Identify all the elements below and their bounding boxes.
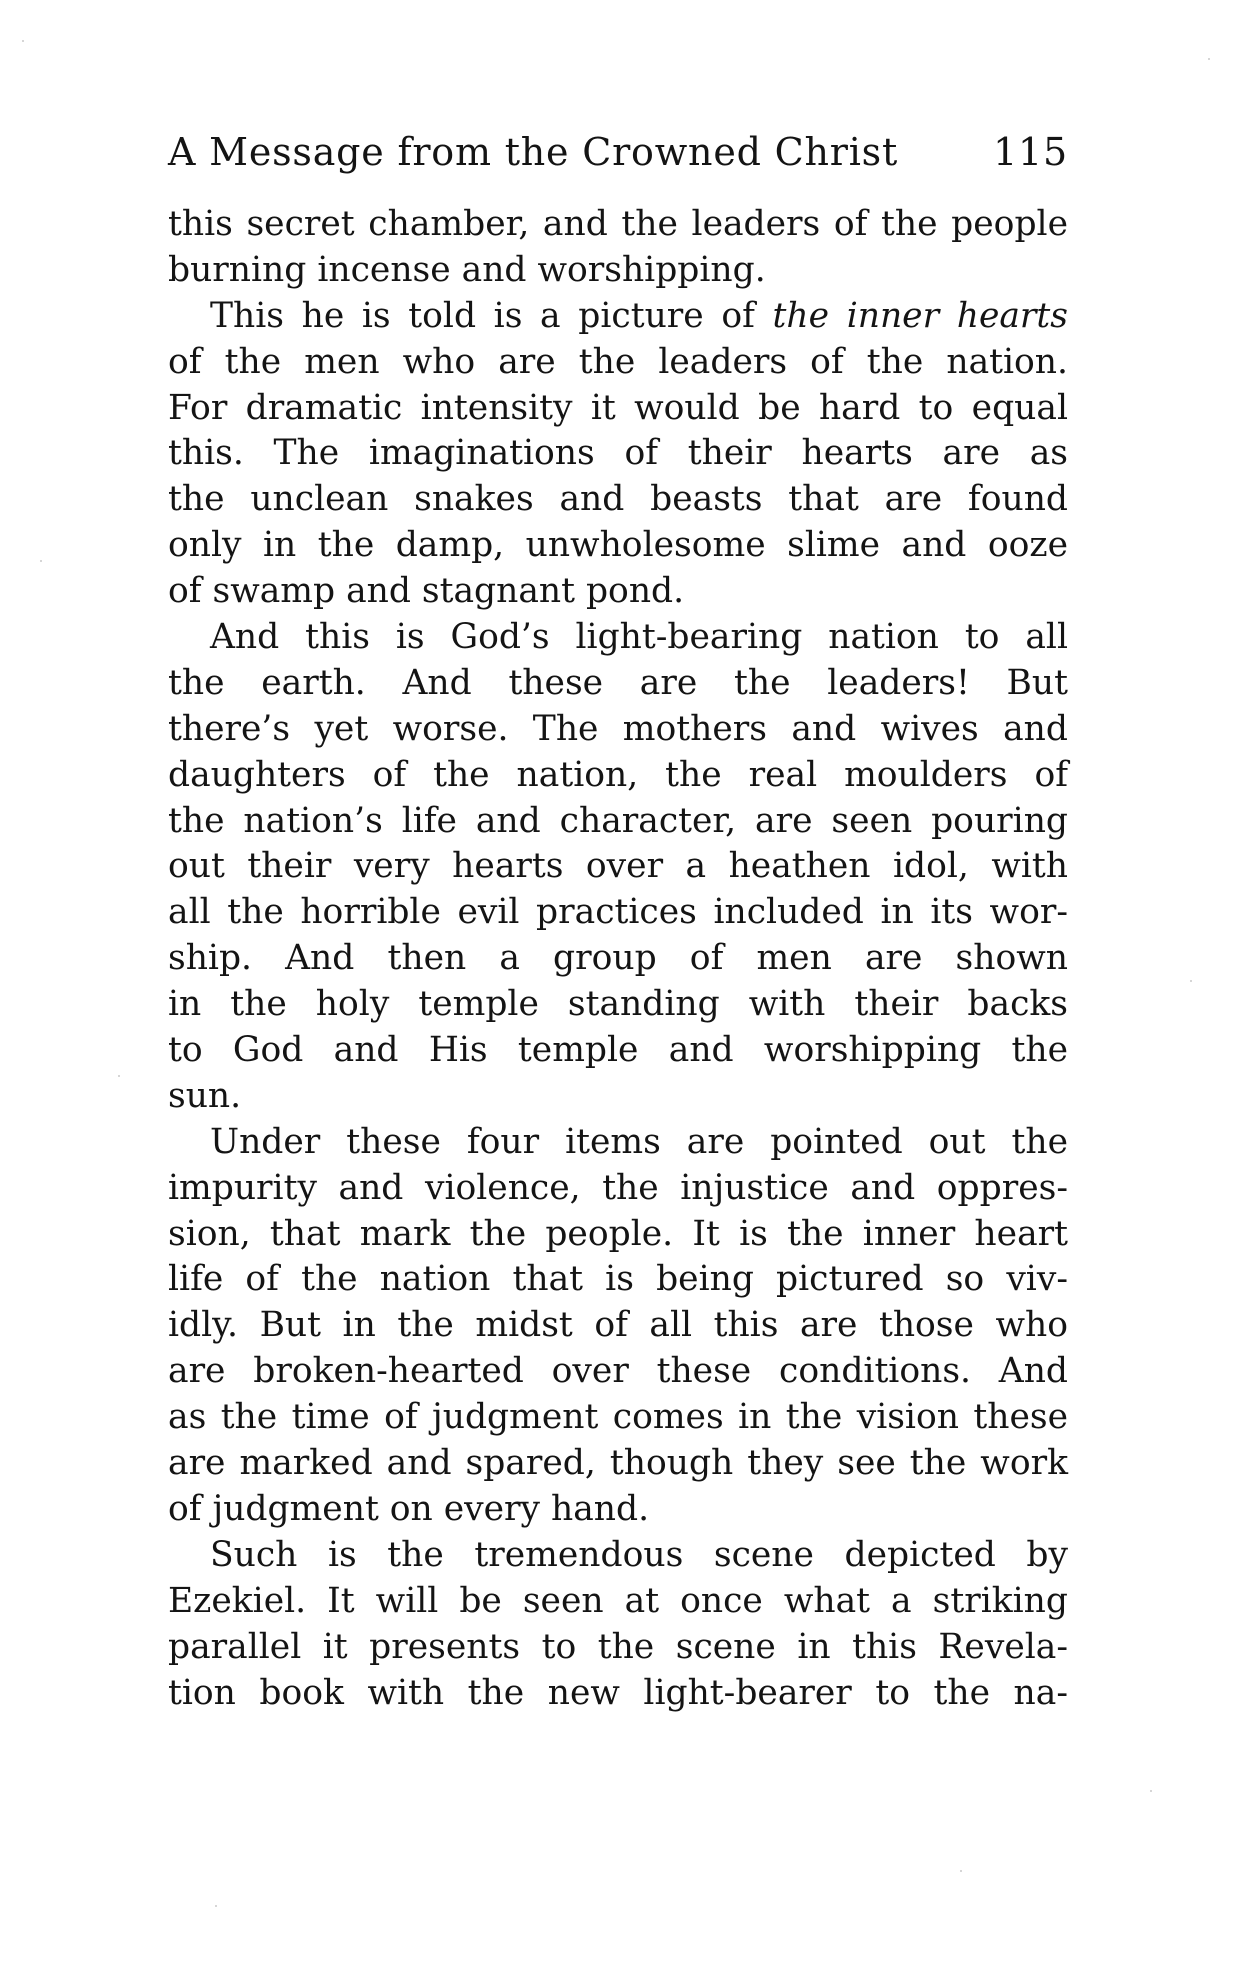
text-line: are broken-hearted over these conditions. And: [168, 1351, 1068, 1392]
text-line: tion book with the new light-bearer to the na-: [168, 1672, 1068, 1713]
running-header: [168, 122, 1068, 182]
text-line: this. The imaginations of their hearts are as: [168, 433, 1068, 474]
paper-speck: [215, 1905, 217, 1907]
running-title: A Message from the Crowned Christ: [168, 130, 899, 174]
text-line: in the holy temple standing with their backs: [168, 984, 1068, 1025]
paper-speck: [118, 1075, 120, 1077]
text-line: Ezekiel. It will be seen at once what a striking: [168, 1580, 1068, 1621]
text-line: sion, that mark the people. It is the inner heart: [168, 1213, 1068, 1254]
text-line: the unclean snakes and beasts that are found: [168, 479, 1068, 520]
paper-speck: [1150, 1790, 1152, 1792]
text-line: And this is God’s light-bearing nation to all: [210, 617, 1068, 658]
text-line: For dramatic intensity it would be hard to equal: [168, 387, 1068, 428]
text-line: ship. And then a group of men are shown: [168, 938, 1068, 979]
text-line: [168, 294, 1068, 340]
text-line: the nation’s life and character, are seen pouring: [168, 800, 1068, 841]
text-line: out their very hearts over a heathen idol, with: [168, 846, 1068, 887]
text-line: as the time of judgment comes in the vision these: [168, 1397, 1068, 1438]
text-line: impurity and violence, the injustice and oppres-: [168, 1167, 1068, 1208]
text-line: are marked and spared, though they see the work: [168, 1443, 1068, 1484]
text-line: life of the nation that is being pictured so viv-: [168, 1259, 1068, 1300]
text-line: of swamp and stagnant pond.: [168, 571, 685, 612]
text-line: only in the damp, unwholesome slime and ooze: [168, 525, 1068, 566]
text-line: all the horrible evil practices included in its wor-: [168, 892, 1068, 933]
text-line: of the men who are the leaders of the nation.: [168, 341, 1068, 382]
text-line: Such is the tremendous scene depicted by: [210, 1534, 1068, 1575]
text-line-start: This he is told is a picture of: [210, 295, 773, 336]
text-line: burning incense and worshipping.: [168, 249, 766, 290]
paper-speck: [1190, 980, 1192, 982]
text-line: there’s yet worse. The mothers and wives and: [168, 708, 1068, 749]
text-line: parallel it presents to the scene in this Revela-: [168, 1626, 1068, 1667]
text-line: the earth. And these are the leaders! But: [168, 662, 1068, 703]
text-line: sun.: [168, 1075, 242, 1116]
paper-speck: [960, 1870, 962, 1872]
text-line: this secret chamber, and the leaders of the people: [168, 204, 1068, 244]
text-line: idly. But in the midst of all this are those who: [168, 1305, 1068, 1346]
paper-speck: [1208, 58, 1210, 60]
text-line: to God and His temple and worshipping the: [168, 1030, 1068, 1071]
text-line: of judgment on every hand.: [168, 1488, 650, 1529]
italic-phrase: the inner hearts: [772, 295, 1068, 336]
paper-speck: [40, 560, 42, 562]
page-number: 115: [993, 130, 1068, 174]
text-line: daughters of the nation, the real moulders of: [168, 754, 1068, 795]
text-line: Under these four items are pointed out the: [210, 1121, 1068, 1162]
body-text: [168, 202, 1068, 1716]
paper-speck: [22, 40, 24, 42]
